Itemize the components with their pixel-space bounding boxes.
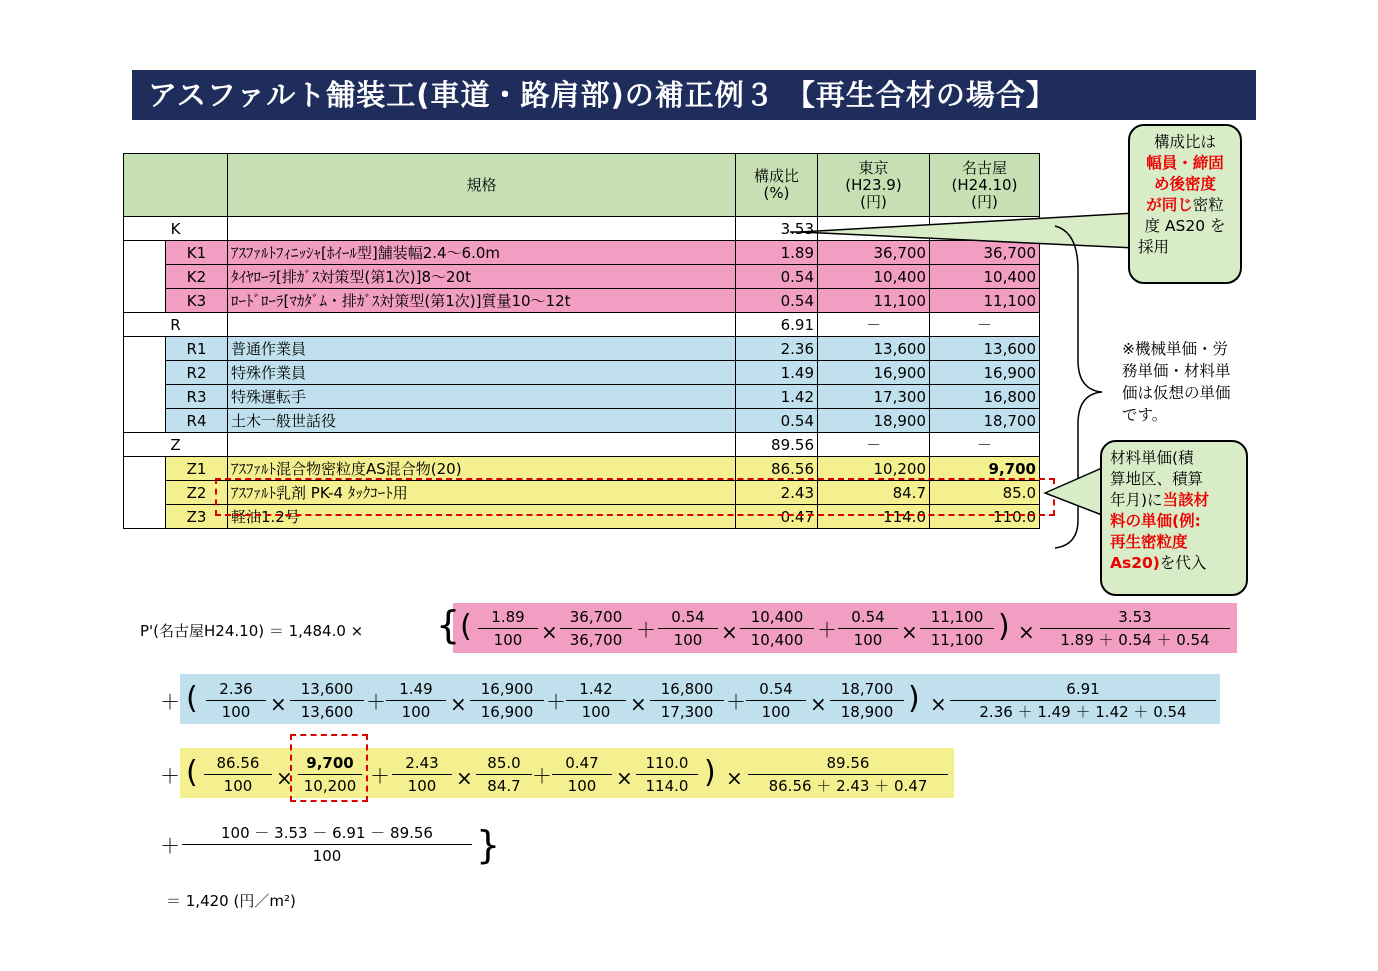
- times-sign: ×: [901, 620, 918, 644]
- fraction: $\frac{0.54}{100}$: [658, 606, 718, 651]
- fraction: $\frac{0.54}{100}$: [838, 606, 898, 651]
- table-row: Z1 ｱｽﾌｧﾙﾄ混合物密粒度AS混合物(20) 86.56 10,200 9,700: [124, 457, 1040, 481]
- fraction: $\frac{2.43}{100}$: [392, 752, 452, 797]
- fraction: $\frac{100 - 3.53 - 6.91 - 89.56}{100}$: [182, 822, 472, 867]
- table-group-row: K 3.53: [124, 217, 1040, 241]
- plus-sign: ＋: [636, 618, 656, 642]
- fraction: $\frac{16,900}{16,900}$: [470, 678, 544, 723]
- plus-sign: ＋: [160, 690, 180, 714]
- plus-sign: ＋: [160, 764, 180, 788]
- paren-close: ): [704, 755, 716, 790]
- fraction: $\frac{1.89}{100}$: [478, 606, 538, 651]
- header-spec: 規格: [228, 154, 736, 217]
- times-sign: ×: [450, 692, 467, 716]
- paren-open: (: [186, 755, 198, 790]
- fraction: $\frac{1.49}{100}$: [386, 678, 446, 723]
- plus-sign: ＋: [370, 764, 390, 788]
- fraction: $\frac{36,700}{36,700}$: [560, 606, 632, 651]
- formula-open-brace: {: [436, 603, 461, 647]
- fraction: $\frac{0.47}{100}$: [552, 752, 612, 797]
- fraction: $\frac{89.56}{86.56 + 2.43 + 0.47}$: [748, 752, 948, 797]
- table-row: K2 ﾀｲﾔﾛｰﾗ[排ｶﾞｽ対策型(第1次)]8～20t 0.54 10,400 10,400: [124, 265, 1040, 289]
- table-row: K1 ｱｽﾌｧﾙﾄﾌｨﾆｯｼｬ[ﾎｲｰﾙ型]舗装幅2.4～6.0m 1.89 36,700 36,700: [124, 241, 1040, 265]
- fraction-substituted: $\frac{9,700}{10,200}$: [298, 752, 362, 797]
- fraction: $\frac{6.91}{2.36 + 1.49 + 1.42 + 0.54}$: [950, 678, 1216, 723]
- times-sign: ×: [616, 766, 633, 790]
- times-sign: ×: [726, 766, 743, 790]
- times-sign: ×: [1018, 620, 1035, 644]
- times-sign: ×: [270, 692, 287, 716]
- plus-sign: ＋: [366, 690, 386, 714]
- paren-open: (: [186, 681, 198, 716]
- table-row: K3 ﾛｰﾄﾞﾛｰﾗ[ﾏｶﾀﾞﾑ・排ｶﾞｽ対策型(第1次)]質量10～12t 0.54 11,100 11,100: [124, 289, 1040, 313]
- fraction: $\frac{2.36}{100}$: [206, 678, 266, 723]
- header-tokyo: 東京 (H23.9) (円): [818, 154, 930, 217]
- table-group-row: R 6.91 － －: [124, 313, 1040, 337]
- table-row: Z3 軽油1.2号 0.47 114.0 110.0: [124, 505, 1040, 529]
- formula-result: ＝ 1,420 (円／m²): [166, 892, 296, 910]
- fraction: $\frac{85.0}{84.7}$: [476, 752, 532, 797]
- times-sign: ×: [721, 620, 738, 644]
- times-sign: ×: [930, 692, 947, 716]
- fraction: $\frac{0.54}{100}$: [746, 678, 806, 723]
- table-row: Z2 ｱｽﾌｧﾙﾄ乳剤 PK-4 ﾀｯｸｺｰﾄ用 2.43 84.7 85.0: [124, 481, 1040, 505]
- paren-close: ): [998, 609, 1010, 644]
- plus-sign: ＋: [817, 618, 837, 642]
- fraction: $\frac{11,100}{11,100}$: [920, 606, 994, 651]
- paren-open: (: [460, 609, 472, 644]
- times-sign: ×: [541, 620, 558, 644]
- times-sign: ×: [276, 766, 293, 790]
- table-group-row: Z 89.56 － －: [124, 433, 1040, 457]
- table-row: R1 普通作業員 2.36 13,600 13,600: [124, 337, 1040, 361]
- fraction: $\frac{18,700}{18,900}$: [830, 678, 904, 723]
- substituted-value-highlight: [290, 734, 368, 802]
- times-sign: ×: [456, 766, 473, 790]
- plus-sign: ＋: [532, 764, 552, 788]
- hypothetical-price-note: ※機械単価・労 務単価・材料単 価は仮想の単価 です。: [1122, 340, 1231, 424]
- paren-close: ): [908, 681, 920, 716]
- formula-lhs: P'(名古屋H24.10) ＝ 1,484.0 ×: [140, 622, 364, 640]
- material-price-callout: 材料単価(積 算地区、積算 年月)に当該材 料の単価(例: 再生密粒度 As20)を代入: [1100, 440, 1248, 596]
- times-sign: ×: [630, 692, 647, 716]
- fraction: $\frac{10,400}{10,400}$: [740, 606, 814, 651]
- plus-sign: ＋: [726, 690, 746, 714]
- plus-sign: ＋: [546, 690, 566, 714]
- fraction: $\frac{86.56}{100}$: [204, 752, 272, 797]
- fraction: $\frac{1.42}{100}$: [566, 678, 626, 723]
- page-title: アスファルト舗装工(車道・路肩部)の補正例３ 【再生合材の場合】: [132, 70, 1256, 120]
- fraction: $\frac{3.53}{1.89 + 0.54 + 0.54}$: [1040, 606, 1230, 651]
- fraction: $\frac{13,600}{13,600}$: [290, 678, 364, 723]
- formula-close-brace: }: [476, 823, 501, 867]
- header-ratio: 構成比 (%): [736, 154, 818, 217]
- plus-sign: ＋: [160, 834, 180, 858]
- table-row: R4 土木一般世話役 0.54 18,900 18,700: [124, 409, 1040, 433]
- fraction: $\frac{110.0}{114.0}$: [636, 752, 698, 797]
- table-row: R2 特殊作業員 1.49 16,900 16,900: [124, 361, 1040, 385]
- header-nagoya: 名古屋 (H24.10) (円): [930, 154, 1040, 217]
- table-row: R3 特殊運転手 1.42 17,300 16,800: [124, 385, 1040, 409]
- times-sign: ×: [810, 692, 827, 716]
- ratio-note-callout: 構成比は 幅員・締固 め後密度 が同じ密粒 度 AS20 を 採用: [1128, 124, 1242, 284]
- fraction: $\frac{16,800}{17,300}$: [650, 678, 724, 723]
